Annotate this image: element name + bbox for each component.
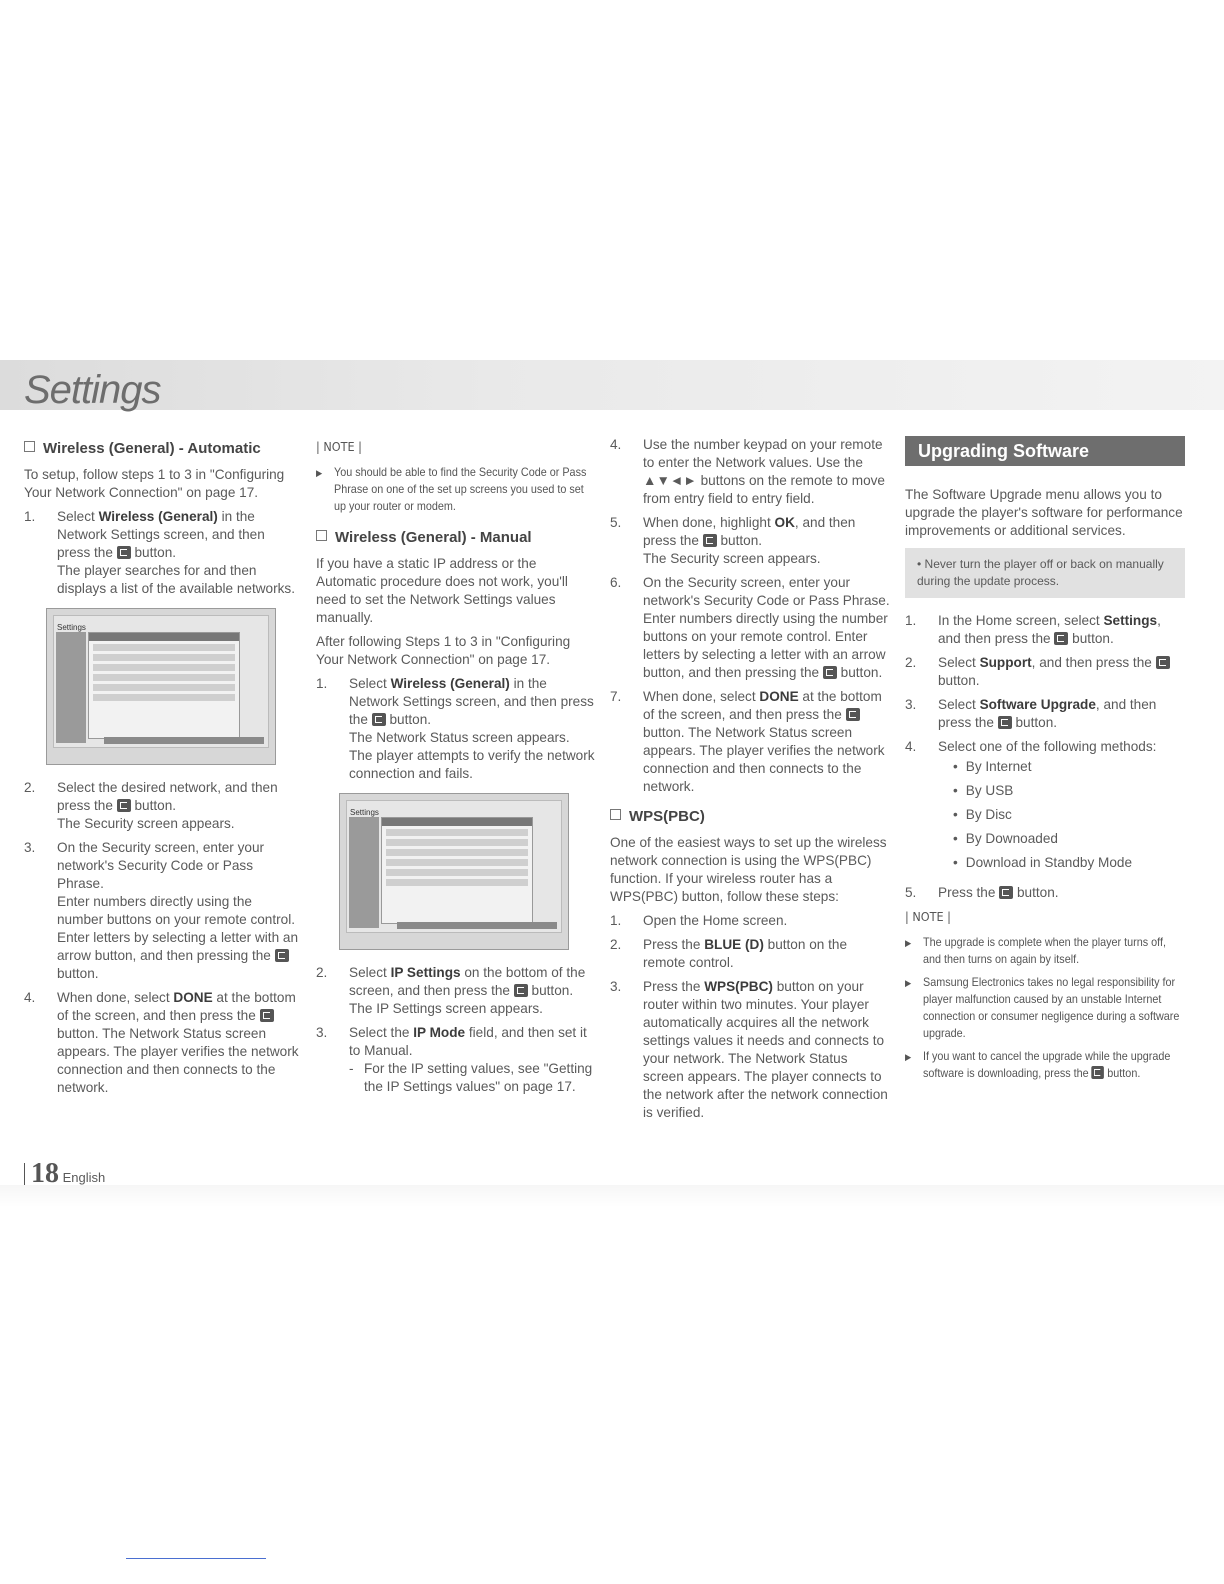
divider	[24, 1163, 25, 1185]
method-list	[953, 758, 1156, 872]
step-item: 1. Open the Home screen.	[610, 913, 788, 928]
step-item: 3. Select the IP Mode field, and then set it to Manual. - For the IP setting values, see "Getting the IP Settings values" on page 17.	[316, 1024, 596, 1096]
checkbox-bullet-icon	[24, 441, 35, 452]
section-banner-upgrading: Upgrading Software	[905, 436, 1185, 466]
note-item: ▶ The upgrade is complete when the player turns off, and then turns on again by itself.	[905, 935, 1166, 966]
note-item: ▶ You should be able to find the Security Code or Pass Phrase on one of the set up screens you used to set up your router or modem.	[316, 465, 587, 513]
step-item: 2. Press the BLUE (D) button on the remote control.	[610, 937, 848, 970]
enter-button-icon	[998, 716, 1012, 729]
intro-text: If you have a static IP address or the Automatic procedure does not work, you'll need to set the Network Settings values manually.	[316, 556, 568, 625]
enter-button-icon	[846, 708, 860, 721]
step-item: 4. Select one of the following methods: • By Internet • By USB • By Disc • By Downoaded • Download in Standby Mode	[905, 738, 1185, 878]
list-item: • By Internet	[953, 758, 1156, 776]
step-item: 2. Select the desired network, and then press the button. The Security screen appears.	[24, 780, 278, 831]
triangle-bullet-icon: ▶	[905, 938, 912, 948]
intro-text: One of the easiest ways to set up the wireless network connection is using the WPS(PBC) function. If your wireless router has a WPS(PBC) button, follow these steps:	[610, 835, 887, 904]
intro-text: After following Steps 1 to 3 in "Configuring Your Network Connection" on page 17.	[316, 634, 571, 667]
step-item: 5. When done, highlight OK, and then press the button. The Security screen appears.	[610, 515, 856, 566]
enter-button-icon	[703, 534, 717, 547]
step-item: 4. Use the number keypad on your remote to enter the Network values. Use the ▲▼◄► buttons on the remote to move from entry field to entry field.	[610, 437, 885, 506]
note-item: ▶ If you want to cancel the upgrade while the upgrade software is downloading, press the button.	[905, 1049, 1171, 1080]
list-item: • Download in Standby Mode	[953, 854, 1156, 872]
screenshot-title: Settings	[350, 808, 379, 817]
step-item: 3. On the Security screen, enter your network's Security Code or Pass Phrase. Enter numbers directly using the number buttons on your remote control. Enter letters by selecting a letter with an arrow button, and then pressing the button.	[24, 840, 299, 981]
enter-button-icon	[1156, 656, 1170, 669]
step-item: 4. When done, select DONE at the bottom of the screen, and then press the button. The Network Status screen appears. The player verifies the network connection and then connects to the network.	[24, 990, 299, 1095]
language-label: English	[62, 1170, 106, 1185]
enter-button-icon	[372, 713, 386, 726]
column-1	[24, 436, 300, 1103]
step-item: 1. Select Wireless (General) in the Network Settings screen, and then press the button. The Network Status screen appears. The player attempts to verify the network connection and fails.	[316, 676, 595, 781]
section-heading-manual: Wireless (General) - Manual	[316, 529, 596, 547]
enter-button-icon	[1054, 632, 1068, 645]
page-number: 18	[31, 1158, 59, 1189]
enter-button-icon	[823, 666, 837, 679]
enter-button-icon	[117, 546, 131, 559]
enter-button-icon	[275, 949, 289, 962]
triangle-bullet-icon: ▶	[316, 468, 323, 478]
section-heading-wps: WPS(PBC)	[610, 808, 890, 826]
enter-button-icon	[999, 886, 1013, 899]
step-item: 3. Press the WPS(PBC) button on your router within two minutes. Your player automatically acquires all the network settings values it needs and connects to your network. The Network Status screen appears. The player connects to the network after the network connection is verified.	[610, 979, 888, 1120]
intro-text: The Software Upgrade menu allows you to upgrade the player's software for performance improvements or additional services.	[905, 487, 1183, 538]
triangle-bullet-icon: ▶	[905, 1052, 912, 1062]
screenshot-title: Settings	[57, 623, 86, 632]
note-item: ▶ Samsung Electronics takes no legal responsibility for player malfunction caused by an unstable Internet connection or consumer negligence during a software upgrade.	[905, 975, 1180, 1040]
checkbox-bullet-icon	[610, 809, 621, 820]
enter-button-icon	[117, 799, 131, 812]
section-heading-automatic: Wireless (General) - Automatic	[24, 440, 300, 458]
step-item: 2. Select IP Settings on the bottom of the screen, and then press the button. The IP Settings screen appears.	[316, 965, 586, 1016]
list-item: • By Disc	[953, 806, 1156, 824]
network-status-screenshot	[339, 793, 569, 950]
note-header: | NOTE |	[905, 909, 951, 924]
step-item: 7. When done, select DONE at the bottom of the screen, and then press the button. The Network Status screen appears. The player verifies the network connection and then connects to the network.	[610, 689, 885, 794]
intro-text: To setup, follow steps 1 to 3 in "Configuring Your Network Connection" on page 17.	[24, 467, 285, 500]
sub-item: - For the IP setting values, see "Getting the IP Settings values" on page 17.	[349, 1061, 593, 1094]
warning-box: • Never turn the player off or back on manually during the update process.	[905, 548, 1185, 598]
page-footer	[24, 1158, 105, 1190]
enter-button-icon	[514, 984, 528, 997]
step-item: 3. Select Software Upgrade, and then press the button.	[905, 697, 1157, 730]
column-2	[316, 436, 596, 1102]
enter-button-icon	[1092, 1066, 1105, 1079]
page-title: Settings	[24, 368, 161, 412]
underline-divider	[126, 1558, 266, 1559]
step-item: 2. Select Support, and then press the button.	[905, 654, 1185, 690]
enter-button-icon	[260, 1009, 274, 1022]
header-band	[0, 360, 1224, 410]
footer-band	[0, 1185, 1224, 1207]
note-header: | NOTE |	[316, 439, 362, 454]
network-settings-screenshot	[46, 608, 276, 765]
column-3	[610, 436, 890, 1128]
arrow-buttons-icon: ▲▼◄►	[643, 473, 697, 488]
list-item: • By Downoaded	[953, 830, 1156, 848]
checkbox-bullet-icon	[316, 530, 327, 541]
step-item: 6. On the Security screen, enter your network's Security Code or Pass Phrase. Enter numbers directly using the number buttons on your remote control. Enter letters by selecting a letter with an arrow button, and then pressing the button.	[610, 575, 890, 680]
column-4	[905, 436, 1185, 1088]
list-item: • By USB	[953, 782, 1156, 800]
step-item: 1. In the Home screen, select Settings, and then press the button.	[905, 613, 1161, 646]
triangle-bullet-icon: ▶	[905, 978, 912, 988]
step-item: 1. Select Wireless (General) in the Network Settings screen, and then press the button. The player searches for and then displays a list of the available networks.	[24, 509, 296, 596]
step-item: 5. Press the button.	[905, 885, 1059, 900]
